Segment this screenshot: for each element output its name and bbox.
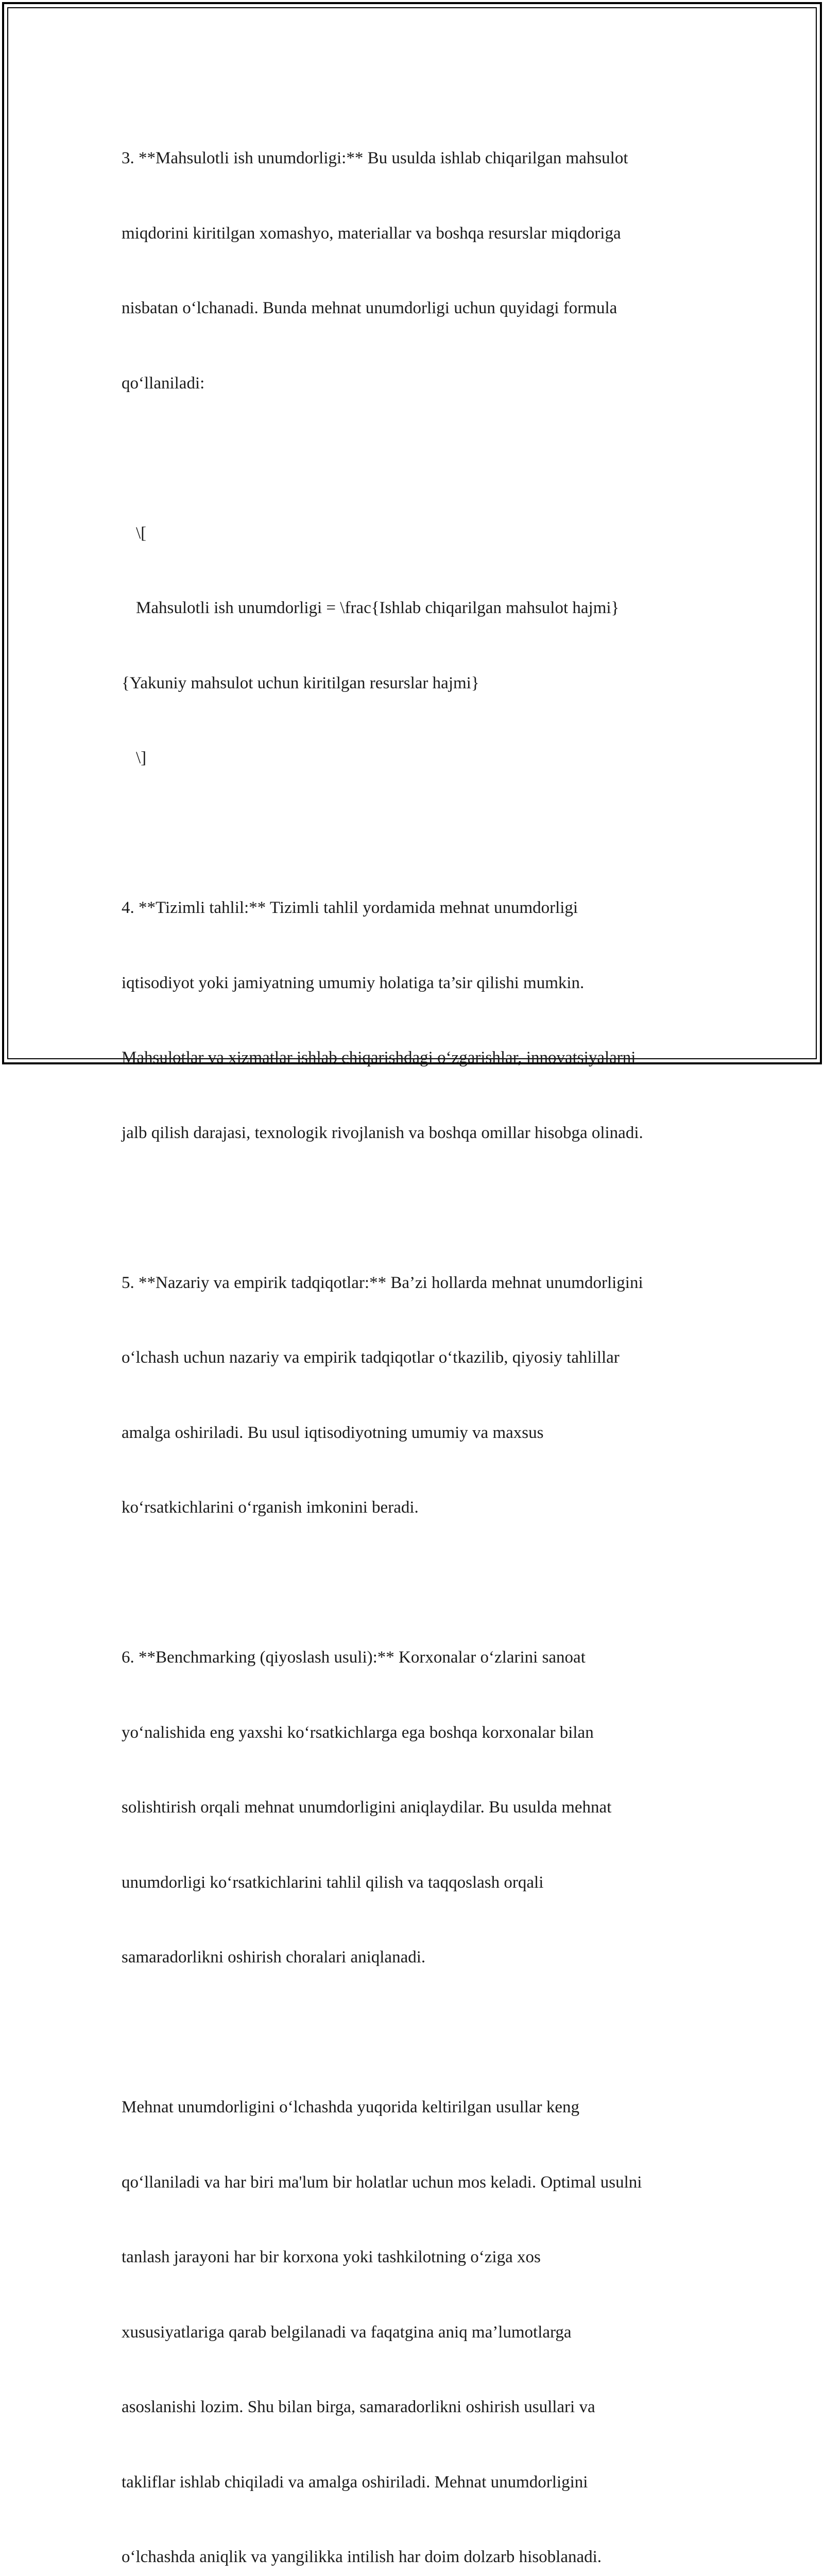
document-body bbox=[122, 96, 719, 2576]
text-line: o‘lchashda aniqlik va yangilikka intilish har doim dolzarb hisoblanadi. bbox=[122, 2548, 602, 2566]
text-line: qo‘llaniladi: bbox=[122, 374, 205, 393]
text-line: ko‘rsatkichlarini o‘rganish imkonini beradi. bbox=[122, 1498, 419, 1517]
paragraph-conclusion bbox=[122, 2045, 719, 2576]
paragraph-4-tizimli-tahlil bbox=[122, 845, 719, 1195]
text-line: unumdorligi ko‘rsatkichlarini tahlil qilish va taqqoslash orqali bbox=[122, 1873, 544, 1892]
text-line: asoslanishi lozim. Shu bilan birga, samaradorlikni oshirish usullari va bbox=[122, 2398, 595, 2416]
text-line: yo‘nalishida eng yaxshi ko‘rsatkichlarga ega boshqa korxonalar bilan bbox=[122, 1723, 594, 1742]
paragraph-3-mahsulotli-ish-unumdorligi bbox=[122, 96, 719, 446]
text-line: Mahsulotlar va xizmatlar ishlab chiqarishdagi o‘zgarishlar, innovatsiyalarni bbox=[122, 1048, 636, 1067]
text-line: 5. **Nazariy va empirik tadqiqotlar:** Ba’zi hollarda mehnat unumdorligini bbox=[122, 1273, 643, 1292]
text-line: iqtisodiyot yoki jamiyatning umumiy holatiga ta’sir qilishi mumkin. bbox=[122, 973, 585, 992]
formula-open-delimiter: \[ bbox=[136, 523, 147, 543]
formula-line-denominator: {Yakuniy mahsulot uchun kiritilgan resurslar hajmi} bbox=[122, 673, 479, 692]
text-line: amalga oshiriladi. Bu usul iqtisodiyotning umumiy va maxsus bbox=[122, 1423, 544, 1442]
text-line: 3. **Mahsulotli ish unumdorligi:** Bu usulda ishlab chiqarilgan mahsulot bbox=[122, 149, 628, 167]
formula-line-numerator: Mahsulotli ish unumdorligi = \frac{Ishlab chiqarilgan mahsulot hajmi} bbox=[136, 599, 620, 617]
text-line: samaradorlikni oshirish choralari aniqlanadi. bbox=[122, 1948, 426, 1967]
text-line: 4. **Tizimli tahlil:** Tizimli tahlil yordamida mehnat unumdorligi bbox=[122, 899, 578, 917]
text-line: miqdorini kiritilgan xomashyo, materiallar va boshqa resurslar miqdoriga bbox=[122, 224, 621, 243]
text-line: jalb qilish darajasi, texnologik rivojlanish va boshqa omillar hisobga olinadi. bbox=[122, 1123, 643, 1142]
text-line: takliflar ishlab chiqiladi va amalga oshiriladi. Mehnat unumdorligini bbox=[122, 2472, 588, 2492]
paragraph-6-benchmarking bbox=[122, 1595, 719, 2020]
formula-block bbox=[122, 471, 719, 821]
text-line: o‘lchash uchun nazariy va empirik tadqiqotlar o‘tkazilib, qiyosiy tahlillar bbox=[122, 1348, 620, 1367]
text-line: nisbatan o‘lchanadi. Bunda mehnat unumdorligi uchun quyidagi formula bbox=[122, 299, 617, 317]
text-line: qo‘llaniladi va har biri ma'lum bir holatlar uchun mos keladi. Optimal usulni bbox=[122, 2173, 642, 2192]
text-line: Mehnat unumdorligini o‘lchashda yuqorida keltirilgan usullar keng bbox=[122, 2098, 579, 2116]
text-line: solishtirish orqali mehnat unumdorligini aniqlaydilar. Bu usulda mehnat bbox=[122, 1798, 612, 1817]
text-line: tanlash jarayoni har bir korxona yoki tashkilotning o‘ziga xos bbox=[122, 2248, 541, 2266]
formula-close-delimiter: \] bbox=[136, 749, 147, 767]
text-line: 6. **Benchmarking (qiyoslash usuli):** Korxonalar o‘zlarini sanoat bbox=[122, 1648, 586, 1667]
paragraph-5-nazariy-va-empirik bbox=[122, 1221, 719, 1570]
text-line: xususiyatlariga qarab belgilanadi va faqatgina aniq ma’lumotlarga bbox=[122, 2323, 572, 2342]
